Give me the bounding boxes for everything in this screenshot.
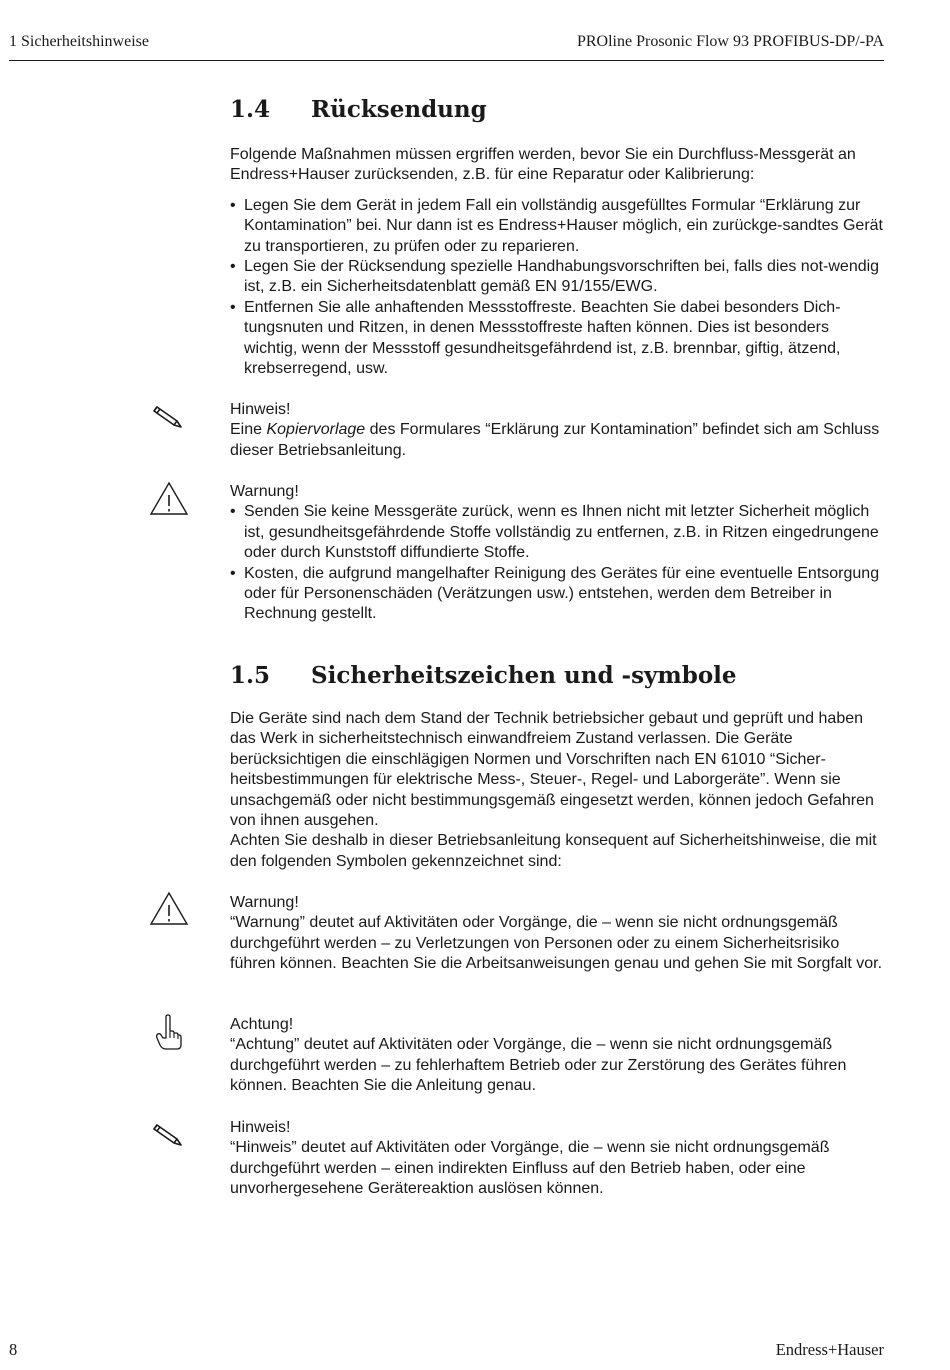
caution-label: Achtung!: [230, 1016, 294, 1033]
page-number: 8: [9, 1340, 18, 1359]
section-title: Sicherheitszeichen und -symbole: [311, 662, 737, 689]
warning-label: Warnung!: [230, 894, 299, 911]
section-number: 1.5: [230, 662, 271, 689]
section-1-4-intro: Folgende Maßnahmen müssen ergriffen werden, bevor Sie ein Durchfluss-Messgerät an Endress+Hauser zurücksenden, z.B. für eine Reparatur oder Kalibrierung:: [230, 146, 856, 184]
note-text-part: Eine: [230, 421, 267, 439]
note-text-part: des Formulares “Erklärung zur Kontamination” befindet sich am Schluss dieser Betriebsanleitung.: [230, 421, 880, 459]
list-item: • Kosten, die aufgrund mangelhafter Reinigung des Gerätes für eine eventuelle Entsorgung oder für Personenschäden (Verätzungen usw.) entstehen, werden dem Betreiber in Rechnung gestellt.: [230, 564, 884, 625]
warning-block-1: [230, 482, 884, 625]
brand-name: Endress+Hauser: [775, 1340, 884, 1359]
note-block-2: [230, 1118, 884, 1200]
warning-label: Warnung!: [230, 483, 299, 500]
list-item: • Senden Sie keine Messgeräte zurück, wenn es Ihnen nicht mit letzter Sicherheit möglich ist, gesundheitsgefährdende Stoffe vollständig zu entfernen, z.B. in Ritzen eingedrungene oder durch Kunststoff diffundierte Stoffe.: [230, 502, 884, 563]
header-chapter: 1 Sicherheitshinweise: [9, 33, 149, 50]
section-title: Rücksendung: [311, 96, 487, 123]
note-block-1: [230, 400, 884, 461]
section-1-4-bullets: [230, 196, 884, 380]
pencil-icon: [148, 1114, 188, 1154]
note-text-italic: Kopiervorlage: [266, 421, 366, 439]
section-1-5-intro: Die Geräte sind nach dem Stand der Technik betriebsicher gebaut und geprüft und haben das Werk in sicherheitstechnisch einwandfreiem Zustand verlassen. Die Geräte berücksichtigen die einschlägigen Normen und Vorschriften nach EN 61010 “Sicher-heitsbestimmungen für elektrische Mess-, Steuer-, Regel- und Laborgeräte”. Wenn sie unsachgemäß oder nicht bestimmungsgemäß eingesetzt werden, können jedoch Gefahren von ihnen ausgehen.: [230, 710, 874, 830]
warning-block-2: [230, 893, 884, 975]
warning-icon: [148, 888, 188, 928]
list-item: • Entfernen Sie alle anhaftenden Messstoffreste. Beachten Sie dabei besonders Dich-tungsnuten und Ritzen, in denen Messstoffreste haften können. Dies ist besonders wichtig, wenn der Messstoff gesundheitsgefährdend ist, z.B. brennbar, giftig, ätzend, krebserregend, usw.: [230, 298, 884, 380]
section-1-5-body: [230, 709, 884, 872]
section-1-4-body: [230, 145, 884, 379]
section-1-5-intro-2: Achten Sie deshalb in dieser Betriebsanleitung konsequent auf Sicherheitshinweise, die mit den folgenden Symbolen gekennzeichnet sind:: [230, 832, 877, 870]
page-header: [9, 30, 884, 61]
section-heading-1-4: [230, 96, 487, 123]
note-label: Hinweis!: [230, 1119, 291, 1136]
warning-text: “Warnung” deutet auf Aktivitäten oder Vorgänge, die – wenn sie nicht ordnungsgemäß durchgeführt werden – zu Verletzungen von Personen oder zu einem Sicherheitsrisiko führen können. Beachten Sie die Arbeitsanweisungen genau und gehen Sie mit Sorgfalt vor.: [230, 914, 883, 973]
note-text: [230, 420, 884, 461]
warning-icon: [148, 478, 188, 518]
caution-text: “Achtung” deutet auf Aktivitäten oder Vorgänge, die – wenn sie nicht ordnungsgemäß durchgeführt werden – zu fehlerhaftem Betrieb oder zur Zerstörung des Gerätes führen können. Beachten Sie die Anleitung genau.: [230, 1036, 847, 1095]
note-label: Hinweis!: [230, 401, 291, 418]
hand-icon: [148, 1012, 188, 1052]
list-item: • Legen Sie der Rücksendung spezielle Handhabungsvorschriften bei, falls dies not-wendig ist, z.B. ein Sicherheitsdatenblatt gemäß EN 91/155/EWG.: [230, 257, 884, 298]
section-number: 1.4: [230, 96, 271, 123]
section-heading-1-5: [230, 662, 737, 689]
note-text: “Hinweis” deutet auf Aktivitäten oder Vorgänge, die – wenn sie nicht ordnungsgemäß durchgeführt werden – einen indirekten Einfluss auf den Betrieb haben, oder eine unvorhergesehene Gerätereaktion auslösen können.: [230, 1139, 830, 1198]
caution-block: [230, 1015, 884, 1097]
warning-bullets: [230, 502, 884, 624]
header-product: PROline Prosonic Flow 93 PROFIBUS-DP/-PA: [576, 33, 884, 50]
list-item: • Legen Sie dem Gerät in jedem Fall ein vollständig ausgefülltes Formular “Erklärung zur Kontamination” bei. Nur dann ist es Endress+Hauser möglich, ein zurückge-sandtes Gerät zu transportieren, zu prüfen oder zu reparieren.: [230, 196, 884, 257]
pencil-icon: [148, 396, 188, 436]
